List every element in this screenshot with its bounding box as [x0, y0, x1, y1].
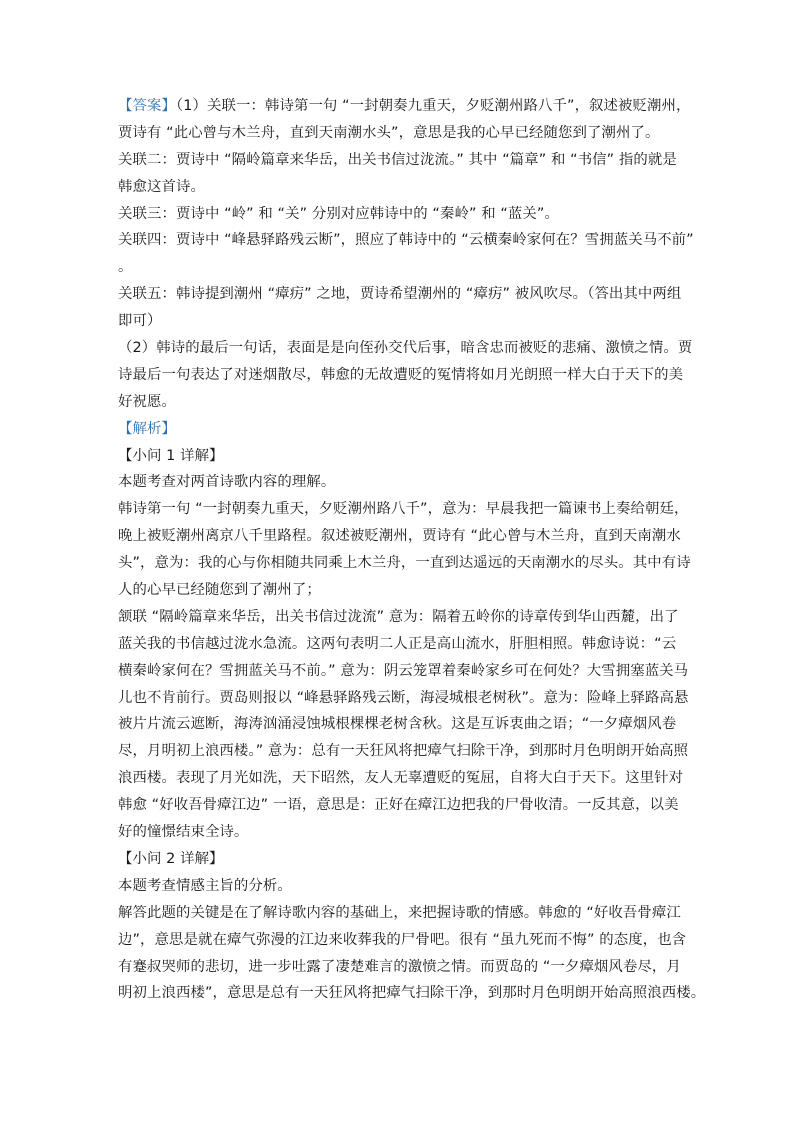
- q2-line-1: 本题考查情感主旨的分析。: [118, 877, 292, 894]
- q1-line-1: 本题考查对两首诗歌内容的理解。: [118, 474, 336, 491]
- q1-line-11: 尽，月明初上浪西楼。” 意为：总有一天狂风将把瘴气扫除干净，到那时月色明朗开始高照: [118, 743, 689, 760]
- answer-line-3: 关联二：贾诗中 “隔岭篇章来华岳，出关书信过泷流。” 其中 “篇章” 和 “书信” 指的就是: [118, 151, 677, 168]
- q1-line-14: 好的憧憬结束全诗。: [118, 824, 249, 841]
- q1-line-5: 人的心早已经随您到了潮州了；: [118, 582, 321, 599]
- q1-heading: 【小问 1 详解】: [118, 447, 224, 464]
- answer-tag: 【答案】: [118, 98, 176, 114]
- answer-line-12: 好祝愿。: [118, 393, 176, 410]
- answer-line-8: 关联五：韩诗提到潮州 “瘴疠” 之地，贾诗希望潮州的 “瘴疠” 被风吹尽。（答出其中两组: [118, 286, 682, 303]
- q1-line-12: 浪西楼。表现了月光如洗，天下昭然，友人无辜遭贬的冤屈，自将大白于天下。这里针对: [118, 770, 684, 787]
- q2-line-5: 明初上浪西楼”，意思是总有一天狂风将把瘴气扫除干净，到那时月色明朗开始高照浪西楼。: [118, 985, 706, 1002]
- q1-line-4: 头”，意为：我的心与你相随共同乘上木兰舟，一直到达遥远的天南潮水的尽头。其中有诗: [118, 555, 691, 572]
- answer-line-1: [118, 93, 691, 120]
- answer-line-6: 关联四：贾诗中 “峰悬驿路残云断”，照应了韩诗中的 “云横秦岭家何在？雪拥蓝关马不前”: [118, 232, 694, 249]
- q1-line-3: 晚上被贬潮州离京八千里路程。叙述被贬潮州，贾诗有 “此心曾与木兰舟，直到天南潮水: [118, 528, 681, 545]
- q1-line-6: 颔联 “隔岭篇章来华岳，出关书信过泷流” 意为：隔着五岭你的诗章传到华山西麓，出了: [118, 608, 679, 625]
- q1-line-9: 儿也不肯前行。贾岛则报以 “峰悬驿路残云断，海浸城根老树秋”。意为：险峰上驿路高悬: [118, 689, 689, 706]
- q1-line-7: 蓝关我的书信越过泷水急流。这两句表明二人正是高山流水，肝胆相照。韩愈诗说：“云: [118, 635, 677, 652]
- q2-heading: 【小问 2 详解】: [118, 850, 224, 867]
- answer-line-5: 关联三：贾诗中 “岭” 和 “关” 分别对应韩诗中的 “秦岭” 和 “蓝关”。: [118, 205, 559, 222]
- q1-line-10: 被片片流云遮断，海涛汹涌浸蚀城根棵棵老树含秋。这是互诉衷曲之语；“一夕瘴烟风卷: [118, 716, 677, 733]
- answer-line-4: 韩愈这首诗。: [118, 178, 205, 195]
- answer-line-9: 即可）: [118, 313, 162, 330]
- answer-line-11: 诗最后一句表达了对迷烟散尽，韩愈的无故遭贬的冤情将如月光朗照一样大白于天下的美: [118, 366, 684, 383]
- analysis-tag: 【解析】: [118, 420, 176, 437]
- q2-line-2: 解答此题的关键是在了解诗歌内容的基础上，来把握诗歌的情感。韩愈的 “好收吾骨瘴江: [118, 904, 681, 921]
- q1-line-13: 韩愈 “好收吾骨瘴江边” 一语，意思是：正好在瘴江边把我的尸骨收清。一反其意，以美: [118, 797, 679, 814]
- answer-line-10: （2）韩诗的最后一句话，表面是是向侄孙交代后事，暗含忠而被贬的悲痛、激愤之情。贾: [118, 340, 693, 357]
- answer-line-7: 。: [118, 259, 133, 276]
- document-page: [118, 93, 706, 1007]
- q2-line-4: 有蹇叔哭师的悲切，进一步吐露了凄楚难言的激愤之情。而贾岛的 “一夕瘴烟风卷尽，月: [118, 958, 681, 975]
- q2-line-3: 边”，意思是就在瘴气弥漫的江边来收葬我的尸骨吧。很有 “虽九死而不悔” 的态度，也含: [118, 931, 687, 948]
- q1-line-8: 横秦岭家何在？雪拥蓝关马不前。” 意为：阴云笼罩着秦岭家乡可在何处？大雪拥塞蓝关马: [118, 662, 689, 679]
- q1-line-2: 韩诗第一句 “一封朝奏九重天，夕贬潮州路八千”，意为：早晨我把一篇谏书上奏给朝廷，: [118, 501, 689, 518]
- answer-line-2: 贾诗有 “此心曾与木兰舟，直到天南潮水头”，意思是我的心早已经随您到了潮州了。: [118, 124, 660, 141]
- answer-text: （1）关联一：韩诗第一句 “一封朝奏九重天，夕贬潮州路八千”，叙述被贬潮州，: [175, 98, 691, 114]
